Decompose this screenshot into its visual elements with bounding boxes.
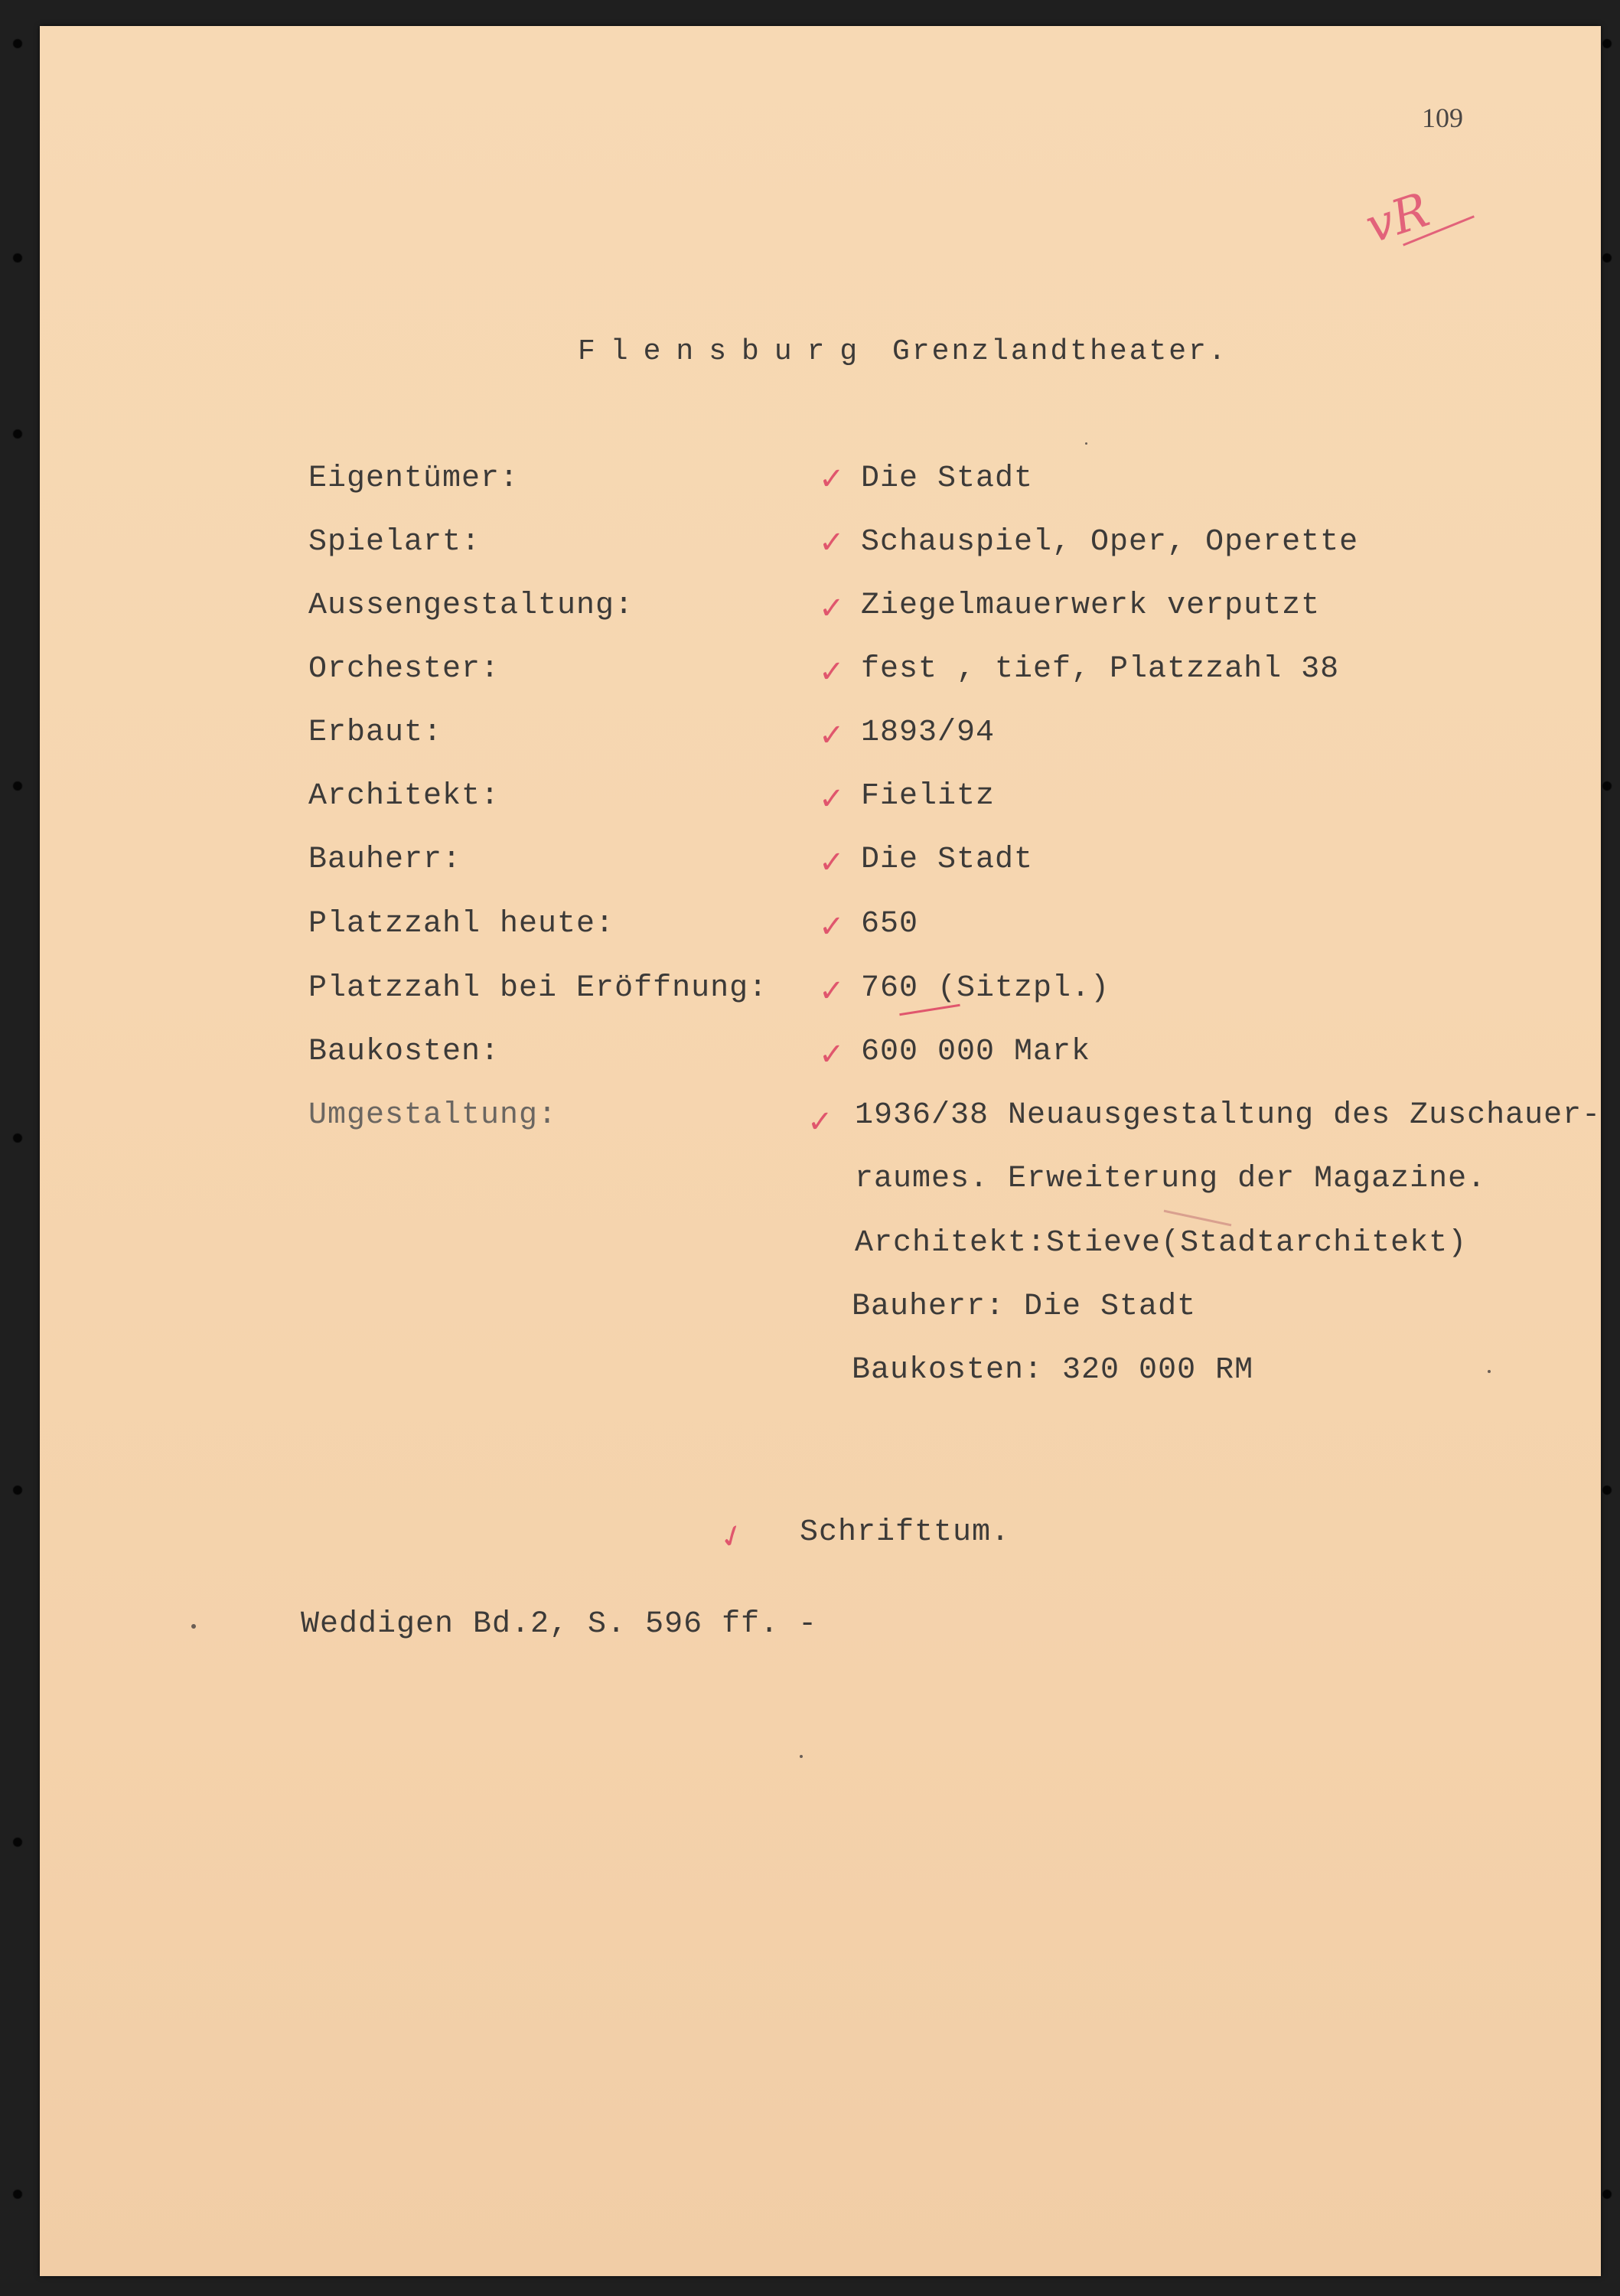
page-title: [578, 335, 1228, 368]
binder-hole: [1602, 38, 1612, 49]
binder-hole: [1602, 2189, 1612, 2200]
entry-label: Platzzahl heute:: [308, 907, 615, 941]
entry-label: Platzzahl bei Eröffnung:: [308, 971, 768, 1006]
entry-label: Architekt:: [308, 779, 500, 814]
entry-label: Bauherr:: [308, 843, 462, 877]
detail-line: raumes. Erweiterung der Magazine.: [855, 1162, 1487, 1196]
entry-value: 600 000 Mark: [861, 1035, 1091, 1069]
red-pencil-check-icon: ✓: [819, 974, 845, 1009]
binder-hole: [1602, 781, 1612, 791]
red-pencil-check-icon: ✓: [819, 909, 845, 944]
page-number: 109: [1422, 103, 1463, 133]
binder-hole: [12, 253, 23, 263]
paper-speck: [1488, 1370, 1491, 1373]
entry-value: fest , tief, Platzzahl 38: [861, 652, 1340, 687]
red-pencil-check-icon: ✓: [714, 1515, 751, 1558]
entry-value: 760 (Sitzpl.): [861, 971, 1110, 1006]
entry-label: Erbaut:: [308, 716, 443, 750]
binder-hole: [12, 1133, 23, 1143]
binder-hole: [12, 781, 23, 791]
red-pencil-check-icon: ✓: [819, 718, 845, 753]
binder-hole: [12, 1485, 23, 1495]
entry-label: Aussengestaltung:: [308, 589, 634, 623]
entry-label: Eigentümer:: [308, 461, 520, 496]
red-pencil-check-icon: ✓: [819, 654, 845, 690]
entry-label: Orchester:: [308, 652, 500, 687]
entry-label: Baukosten:: [308, 1035, 500, 1069]
binder-hole: [1602, 1485, 1612, 1495]
schrifttum-reference: Weddigen Bd.2, S. 596 ff. -: [301, 1607, 818, 1642]
entry-value: Fielitz: [861, 779, 996, 814]
red-pencil-check-icon: ✓: [807, 1104, 833, 1140]
red-pencil-check-icon: ✓: [819, 461, 845, 497]
entry-value: Schauspiel, Oper, Operette: [861, 525, 1359, 559]
entry-label: Spielart:: [308, 525, 481, 559]
entry-value: 650: [861, 907, 919, 941]
binder-hole: [12, 429, 23, 439]
red-pencil-check-icon: ✓: [819, 781, 845, 817]
detail-line: Bauherr: Die Stadt: [852, 1290, 1197, 1324]
red-pencil-check-icon: ✓: [819, 845, 845, 880]
paper-speck: [800, 1755, 803, 1758]
entry-value: Ziegelmauerwerk verputzt: [861, 589, 1321, 623]
red-pencil-check-icon: ✓: [819, 525, 845, 560]
entry-label: Umgestaltung:: [308, 1098, 558, 1133]
red-pencil-check-icon: ✓: [819, 591, 845, 626]
red-pencil-check-icon: ✓: [819, 1037, 845, 1072]
paper-speck: [1085, 442, 1087, 445]
entry-value: 1893/94: [861, 716, 996, 750]
detail-line: Architekt:Stieve(Stadtarchitekt): [855, 1226, 1468, 1261]
binder-hole: [12, 1837, 23, 1848]
entry-value: Die Stadt: [861, 843, 1034, 877]
paper-speck: [191, 1624, 196, 1629]
binder-hole: [12, 38, 23, 49]
entry-value: 1936/38 Neuausgestaltung des Zuschauer-: [855, 1098, 1602, 1133]
binder-hole: [12, 2189, 23, 2200]
schrifttum-heading: Schrifttum.: [800, 1515, 1011, 1550]
handwritten-initials: vR: [1358, 181, 1436, 254]
entry-value: Die Stadt: [861, 461, 1034, 496]
detail-line: Baukosten: 320 000 RM: [852, 1353, 1254, 1388]
binder-hole: [1602, 253, 1612, 263]
title-name: Grenzlandtheater.: [892, 335, 1228, 368]
title-city: Flensburg: [578, 335, 873, 368]
